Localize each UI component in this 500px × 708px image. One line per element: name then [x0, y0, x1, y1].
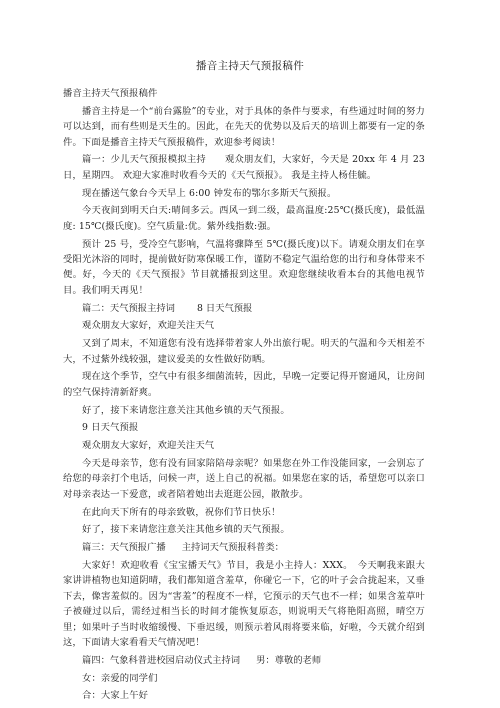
body-paragraph: 好了，接下来请您注意关注其他乡镇的天气预报。 [82, 404, 290, 416]
body-paragraph: 女：亲爱的同学们 [82, 672, 158, 684]
body-paragraph: 播音主持是一个“前台露脸”的专业，对于具体的条件与要求，有些通过时间的努力可以达到，而有些则是天生的。因此，在先天的优势以及后天的培训上都要有一定的条件。下面是播音主持天气预报稿件，欢迎参考阅读！ [63, 105, 425, 148]
body-paragraph: 预计 25 号，受冷空气影响，气温将骤降至 5℃(摄氏度)以下。请观众朋友们在享受阳光沐浴的同时，提前做好防寒保暖工作，谨防不稳定气温给您的出行和身体带来不便。好，今天的《天气预报》节目就播报到这里。欢迎您继续收看本台的其他电视节目。我们明天再见！ [63, 238, 425, 296]
body-paragraph: 在此向天下所有的母亲致敬，祝你们节日快乐！ [82, 506, 281, 518]
body-paragraph: 现在播送气象台今天早上 6:00 钟发布的鄂尔多斯天气预报。 [82, 187, 337, 199]
body-paragraph: 合：大家上午好 [82, 690, 149, 702]
section-heading [63, 301, 425, 316]
body-paragraph: 观众朋友大家好，欢迎关注天气 [82, 320, 215, 332]
body-paragraph: 观众朋友大家好，欢迎关注天气 [82, 440, 215, 452]
body-paragraph: 又到了周末，不知道您有没有选择带着家人外出旅行呢。明天的气温和今天相差不大，不过紫外线较强，建议爱美的女性做好防晒。 [63, 338, 425, 365]
body-paragraph: 9 日天气预报 [82, 422, 139, 434]
section-heading [63, 653, 425, 668]
body-paragraph: 大家好！欢迎收看《宝宝播天气》节目，我是小主持人：XXX。 今天啊我来跟大家讲讲植物也知道阴晴，我们都知道含羞草，你碰它一下，它的叶子会合拢起来，又垂下去，像害羞似的。因为“害羞”的程度不一样，它预示的天气也不一样；如果含羞草叶子被碰过以后，需经过相当长的时间才能恢复原态，则说明天气将艳阳高照，晴空万里；如果叶子当时收缩缓慢、下垂迟缓，则预示着风雨将要来临，好啦，今天就介绍到这，下面请大家看看天气情况吧！ [63, 560, 425, 649]
body-paragraph: 篇一：少儿天气预报模拟主持 观众朋友们，大家好，今天是 20xx 年 4 月 23 日，星期四。 欢迎大家准时收看今天的《天气预报》。 我是主持人杨佳毓。 [63, 154, 425, 181]
document-title: 播音主持天气预报稿件 [196, 60, 304, 72]
heading-part: 篇四：气象科普进校园启动仪式主持词 [82, 654, 241, 666]
section-heading [63, 540, 425, 555]
body-paragraph: 好了，接下来请您注意关注其他乡镇的天气预报。 [82, 524, 290, 536]
heading-part: 男：尊敬的老师 [256, 654, 322, 666]
document-body [63, 86, 425, 706]
heading-part: 主持词天气预报科普类： [181, 542, 284, 554]
body-paragraph: 现在这个季节，空气中有很多细菌流转，因此，早晚一定要记得开窗通风，让房间的空气保持清新舒爽。 [63, 371, 425, 398]
body-paragraph: 今天是母亲节，您有没有回家陪陪母亲呢？如果您在外工作没能回家，一会别忘了给您的母亲打个电话，问候一声，送上自己的祝福。如果您在家的话，希望您可以亲口对母亲表达一下爱意，或者陪着她出去逛逛公园，散散步。 [63, 458, 425, 500]
heading-part: 篇三：天气预报广播 [82, 542, 166, 554]
subtitle-line: 播音主持天气预报稿件 [63, 88, 158, 99]
body-paragraph: 今天夜间到明天白天:晴间多云。西风一到二级，最高温度:25℃(摄氏度)，最低温度: 15℃(摄氏度)。空气质量:优。紫外线指数:强。 [63, 205, 425, 232]
heading-part: 篇二：天气预报主持词 [82, 302, 175, 314]
heading-part: 8 日天气预报 [196, 302, 253, 314]
